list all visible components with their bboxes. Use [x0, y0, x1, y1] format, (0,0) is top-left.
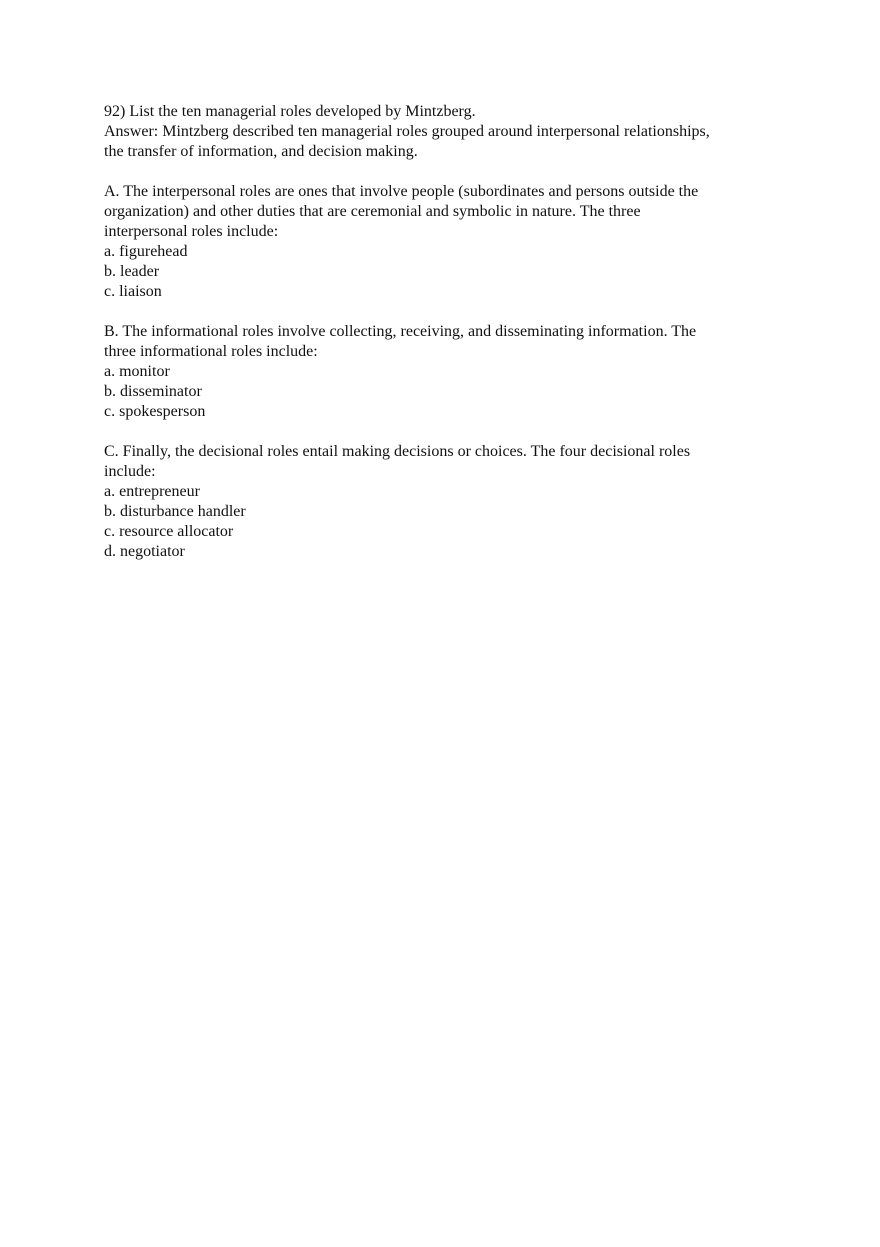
section-intro-line: C. Finally, the decisional roles entail making decisions or choices. The four decisional roles — [104, 443, 691, 460]
list-item: d. negotiator — [104, 543, 185, 560]
section-intro-line: organization) and other duties that are ceremonial and symbolic in nature. The three — [104, 203, 641, 220]
list-item: a. entrepreneur — [104, 483, 200, 500]
list-item: c. spokesperson — [104, 403, 206, 420]
list-item: b. disturbance handler — [104, 503, 246, 520]
list-item: c. resource allocator — [104, 523, 234, 540]
list-item: a. monitor — [104, 363, 170, 380]
section-intro-line: three informational roles include: — [104, 343, 318, 360]
document-body — [104, 102, 784, 562]
section-intro-line: include: — [104, 463, 156, 480]
section-interpersonal — [104, 182, 784, 302]
section-intro-line: interpersonal roles include: — [104, 223, 279, 240]
list-item: c. liaison — [104, 283, 162, 300]
section-intro-line: B. The informational roles involve collecting, receiving, and disseminating information. The — [104, 323, 697, 340]
list-item: b. disseminator — [104, 383, 202, 400]
list-item: b. leader — [104, 263, 160, 280]
question-text: 92) List the ten managerial roles developed by Mintzberg. — [104, 103, 476, 120]
list-item: a. figurehead — [104, 243, 188, 260]
answer-line: the transfer of information, and decision making. — [104, 143, 418, 160]
section-informational — [104, 322, 784, 422]
section-intro-line: A. The interpersonal roles are ones that involve people (subordinates and persons outside the — [104, 183, 699, 200]
answer-line: Answer: Mintzberg described ten managerial roles grouped around interpersonal relationships, — [104, 123, 710, 140]
section-decisional — [104, 442, 784, 562]
